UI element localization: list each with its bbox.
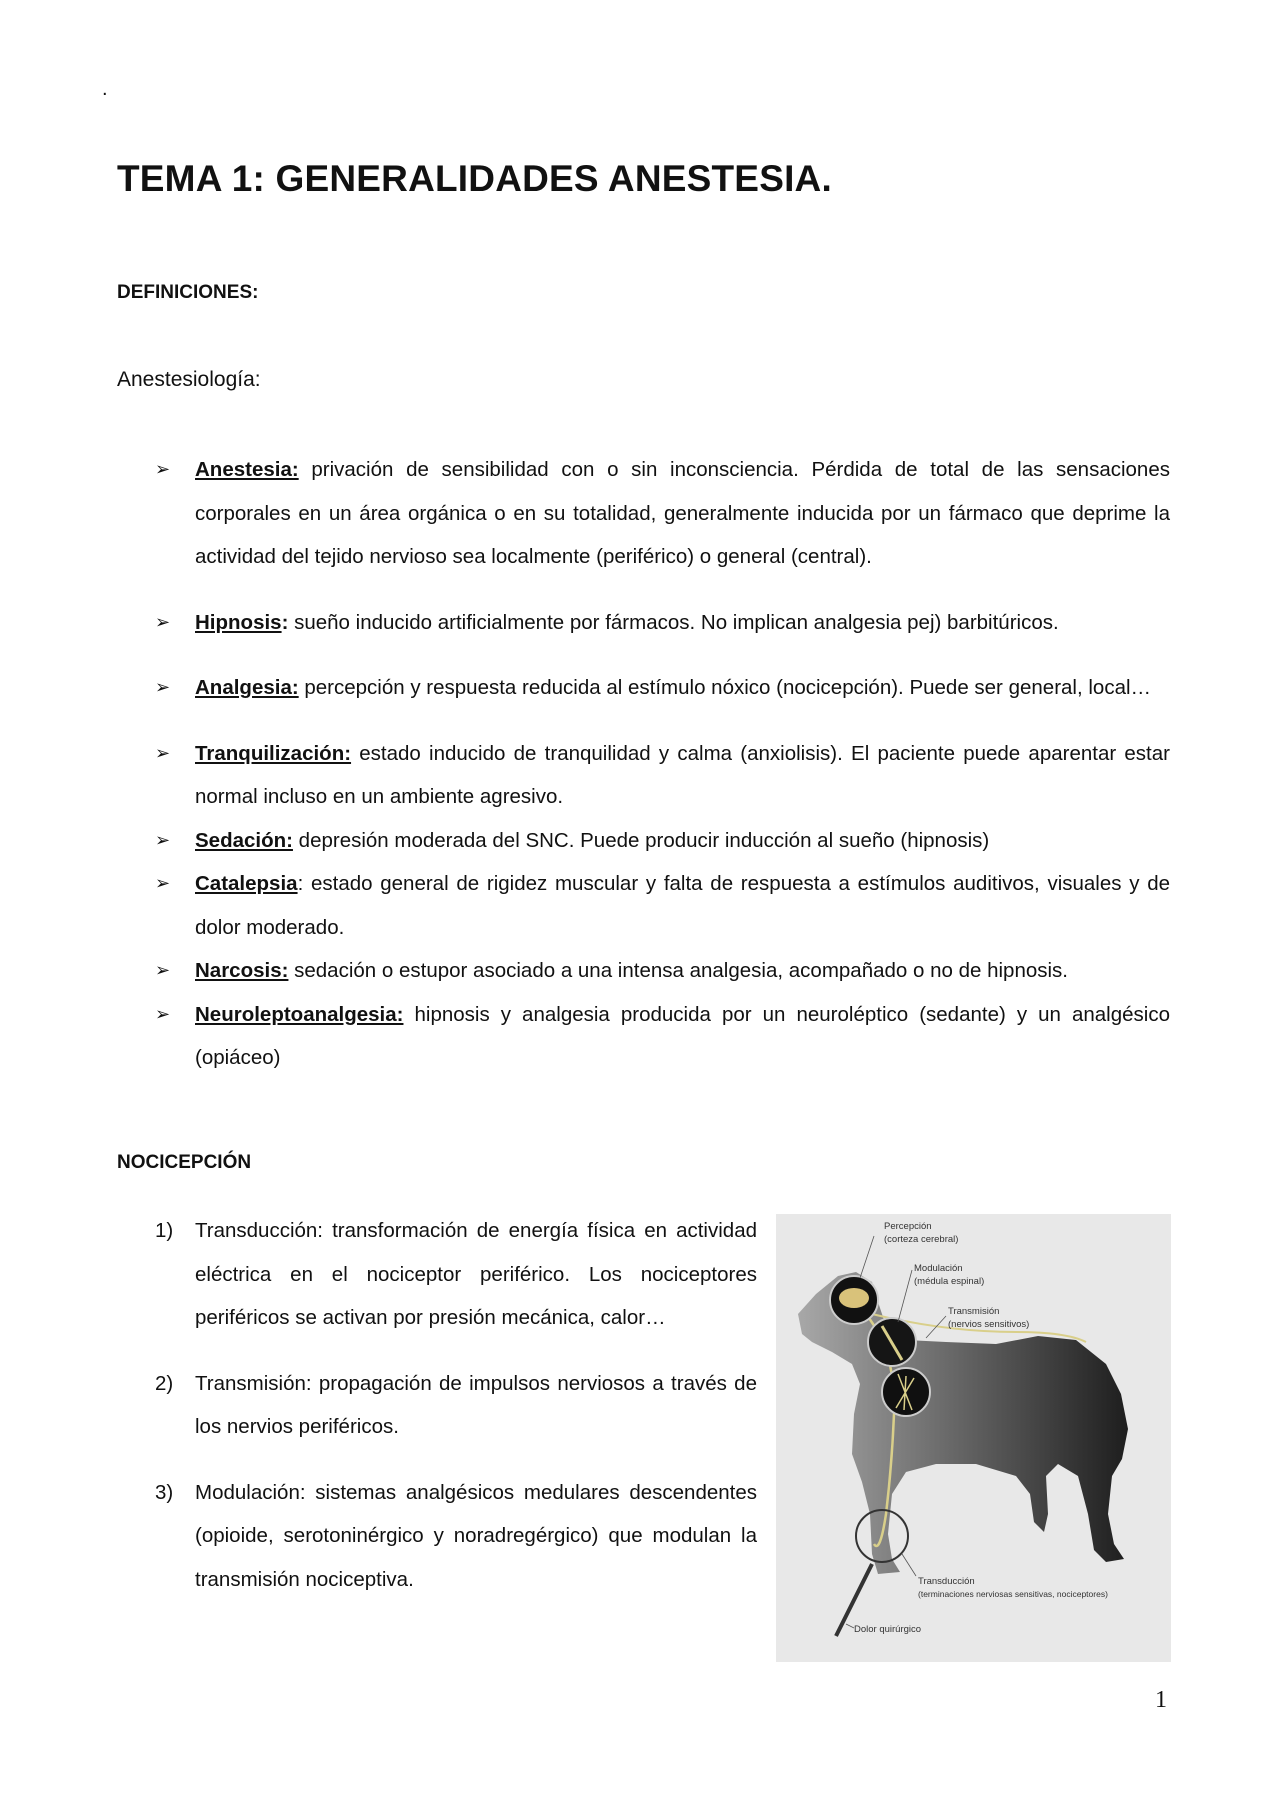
page-title: TEMA 1: GENERALIDADES ANESTESIA. xyxy=(117,158,832,199)
step-item xyxy=(155,1209,757,1340)
definition-term: Sedación: xyxy=(195,828,293,852)
step-number: 2) xyxy=(155,1371,174,1395)
definition-item xyxy=(155,732,1170,819)
definition-term: Anestesia: xyxy=(195,458,299,481)
definiciones-heading: DEFINICIONES: xyxy=(117,282,259,303)
arrow-bullet-icon: ➢ xyxy=(155,742,171,763)
definition-term: Narcosis: xyxy=(195,959,289,982)
arrow-bullet-icon: ➢ xyxy=(155,960,171,980)
arrow-bullet-icon: ➢ xyxy=(155,873,171,893)
label-transduccion: Transducción xyxy=(918,1576,975,1587)
label-transmision: Transmisión xyxy=(948,1306,1000,1317)
label-transmision-sub: (nervios sensitivos) xyxy=(948,1319,1030,1330)
definition-term: Catalepsia xyxy=(195,872,298,895)
definition-item xyxy=(155,601,1170,645)
arrow-bullet-icon: ➢ xyxy=(155,677,171,697)
definition-text: hipnosis y analgesia producida por un neuroléptico (sedante) y un analgésico (opiáceo) xyxy=(195,1002,1170,1069)
definition-text: sedación o estupor asociado a una intensa analgesia, acompañado o no de hipnosis. xyxy=(288,959,1068,982)
arrow-bullet-icon: ➢ xyxy=(155,611,171,632)
arrow-bullet-icon: ➢ xyxy=(155,459,171,479)
brain-icon xyxy=(839,1288,869,1308)
nocicepcion-steps xyxy=(155,1209,757,1601)
step-text: Transmisión: propagación de impulsos nerviosos a través de los nervios periféricos. xyxy=(195,1371,757,1438)
definitions-list xyxy=(155,448,1170,1080)
label-dolor-quirurgico: Dolor quirúrgico xyxy=(854,1624,922,1635)
definition-item xyxy=(155,949,1170,993)
definition-item xyxy=(155,819,1170,863)
label-transduccion-sub: (terminaciones nerviosas sensitivas, nociceptores) xyxy=(918,1589,1108,1599)
arrow-bullet-icon: ➢ xyxy=(155,829,171,850)
label-modulacion: Modulación xyxy=(914,1263,963,1274)
definition-term-colon: : xyxy=(297,872,304,895)
definition-text: sueño inducido artificialmente por fármacos. No implican analgesia pej) barbitúricos. xyxy=(288,610,1059,634)
step-item xyxy=(155,1471,757,1602)
nociception-diagram xyxy=(776,1214,1171,1662)
definition-item xyxy=(155,666,1170,710)
definition-text: privación de sensibilidad con o sin inconsciencia. Pérdida de total de las sensaciones corporales en un área orgánica o en su totalidad, generalmente inducida por un fármaco que deprime la actividad del tejido nervioso sea localmente (periférico) o general (central). xyxy=(195,458,1170,568)
definition-term: Tranquilización: xyxy=(195,741,352,765)
step-text: Transducción: transformación de energía física en actividad eléctrica en el nociceptor periférico. Los nociceptores periféricos se activan por presión mecánica, calor… xyxy=(195,1219,757,1329)
nocicepcion-heading: NOCICEPCIÓN xyxy=(117,1152,252,1173)
nociception-dog-figure xyxy=(776,1214,1171,1662)
step-text: Modulación: sistemas analgésicos medulares descendentes (opioide, serotoninérgico y noradregérgico) que modulan la transmisión nociceptiva. xyxy=(195,1480,757,1591)
definition-term: Neuroleptoanalgesia: xyxy=(195,1002,404,1026)
label-percepcion: Percepción xyxy=(884,1221,932,1232)
definition-item xyxy=(155,862,1170,949)
step-number: 1) xyxy=(155,1219,174,1242)
step-item xyxy=(155,1362,757,1449)
definition-text: percepción y respuesta reducida al estímulo nóxico (nocicepción). Puede ser general, local… xyxy=(298,676,1152,699)
arrow-bullet-icon: ➢ xyxy=(155,1003,171,1024)
definition-term-colon: : xyxy=(281,610,289,634)
label-percepcion-sub: (corteza cerebral) xyxy=(884,1234,959,1245)
page-dot: . xyxy=(102,78,108,100)
anestesiologia-subheading: Anestesiología: xyxy=(117,368,261,391)
definition-term: Analgesia: xyxy=(195,676,299,699)
page-number: 1 xyxy=(1155,1687,1167,1713)
definition-item xyxy=(155,448,1170,579)
definition-term: Hipnosis xyxy=(195,610,282,634)
definition-item xyxy=(155,993,1170,1080)
definition-text: depresión moderada del SNC. Puede producir inducción al sueño (hipnosis) xyxy=(292,828,990,852)
step-number: 3) xyxy=(155,1480,174,1504)
definition-text: estado inducido de tranquilidad y calma (anxiolisis). El paciente puede aparentar estar normal incluso en un ambiente agresivo. xyxy=(195,741,1170,808)
definition-text: estado general de rigidez muscular y falta de respuesta a estímulos auditivos, visuales y de dolor moderado. xyxy=(195,872,1170,939)
label-modulacion-sub: (médula espinal) xyxy=(914,1276,985,1287)
